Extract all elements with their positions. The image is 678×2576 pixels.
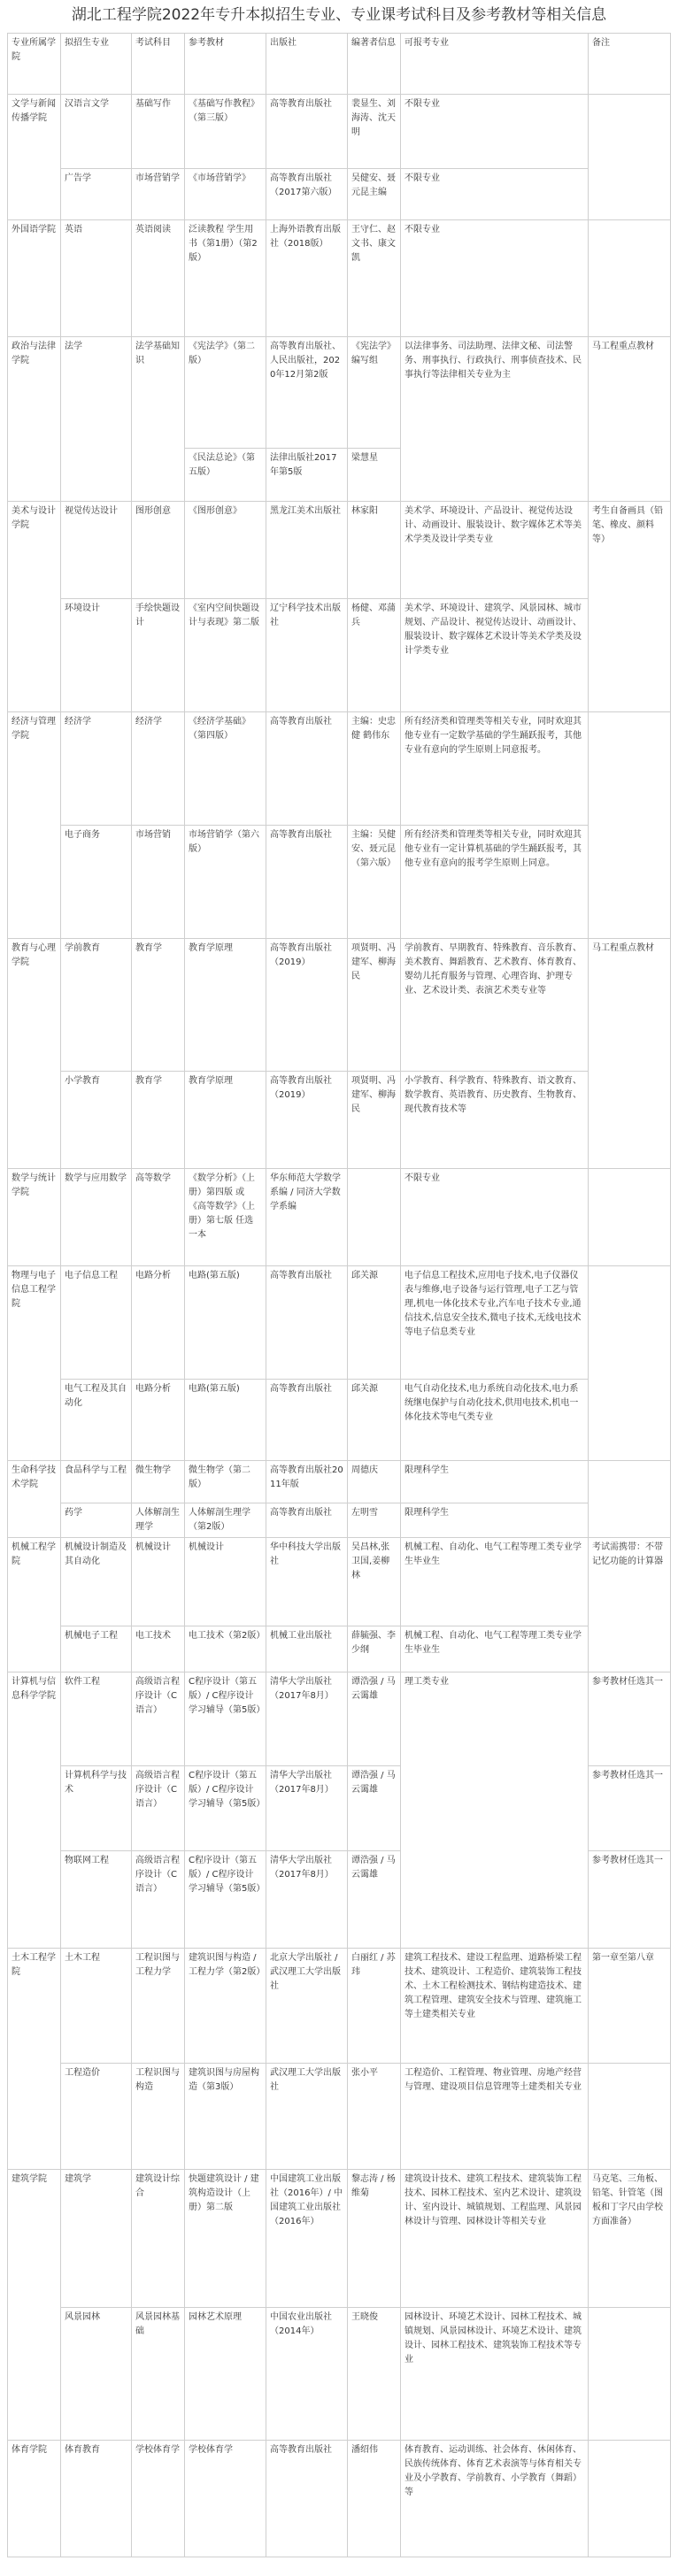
table-cell: 美术学、环境设计、建筑学、风景园林、城市规划、产品设计、视觉传达设计、动画设计、服装设计、数字媒体艺术设计等美术学类及设计学类专业 <box>401 599 589 712</box>
table-cell: 清华大学出版社（2017年8月） <box>266 1672 348 1766</box>
table-cell: 美术学、环境设计、产品设计、视觉传达设计、动画设计、服装设计、数字媒体艺术等美术学类及设计学类专业 <box>401 502 589 599</box>
table-cell: 参考教材任选其一 <box>589 1766 671 1851</box>
table-cell: 法学 <box>61 337 132 502</box>
table-cell: 机械电子工程 <box>61 1626 132 1672</box>
table-cell: 电子信息工程技术,应用电子技术,电子仪器仪表与维修,电子设备与运行管理,电子工艺与管理,机电一体化技术专业,汽车电子技术专业,通信技术,信息安全技术,微电子技术,无线电技术等电子信息类专业 <box>401 1266 589 1380</box>
table-cell: 梁慧星 <box>348 449 401 502</box>
table-cell: 数学与应用数学 <box>61 1169 132 1266</box>
table-cell: 高级语言程序设计（C语言） <box>132 1672 185 1766</box>
table-cell: 高等教育出版社 <box>266 1266 348 1380</box>
table-cell: 机械设计 <box>185 1538 266 1626</box>
table-cell: 华中科技大学出版社 <box>266 1538 348 1626</box>
table-cell: 环境设计 <box>61 599 132 712</box>
table-cell: 不限专业 <box>401 169 589 220</box>
table-cell: 电工技术 <box>132 1626 185 1672</box>
table-cell: 教育学原理 <box>185 939 266 1072</box>
table-cell: 裴显生、刘海涛、沈天明 <box>348 95 401 169</box>
table-cell: 电路(第五版) <box>185 1266 266 1380</box>
table-cell <box>589 2064 671 2170</box>
table-cell: 物理与电子信息工程学院 <box>8 1266 61 1461</box>
table-cell: 马工程重点教材 <box>589 939 671 1169</box>
table-cell: 机械工程学院 <box>8 1538 61 1672</box>
table-cell: 高等教育出版社 <box>266 1380 348 1461</box>
table-row <box>8 2064 671 2170</box>
table-cell: 高等教育出版社 <box>266 95 348 169</box>
table-cell: 教育学原理 <box>185 1072 266 1169</box>
table-cell: 不限专业 <box>401 1169 589 1266</box>
table-cell: 项贤明、冯建军、柳海民 <box>348 1072 401 1169</box>
table-cell: 基础写作 <box>132 95 185 169</box>
table-cell: 经济学 <box>61 712 132 826</box>
column-header: 出版社 <box>266 34 348 95</box>
table-cell: 学校体育学 <box>185 2441 266 2557</box>
table-cell: 《民法总论》（第五版） <box>185 449 266 502</box>
table-cell: 工程造价、工程管理、物业管理、房地产经营与管理、建设项目信息管理等土建类相关专业 <box>401 2064 589 2170</box>
table-cell: 黎志涛 / 杨维菊 <box>348 2170 401 2308</box>
table-cell <box>589 1266 671 1461</box>
table-cell: 英语 <box>61 220 132 337</box>
table-cell: 物联网工程 <box>61 1851 132 1949</box>
table-cell: 食品科学与工程 <box>61 1461 132 1503</box>
table-row <box>8 712 671 826</box>
table-cell <box>589 95 671 220</box>
table-cell: 教育与心理学院 <box>8 939 61 1169</box>
column-header: 可报考专业 <box>401 34 589 95</box>
table-cell: 高等教育出版社 <box>266 712 348 826</box>
table-cell: 工程识图与工程力学 <box>132 1949 185 2064</box>
table-cell: 高等教育出版社、人民出版社，2020年12月第2版 <box>266 337 348 449</box>
page-title: 湖北工程学院2022年专升本拟招生专业、专业课考试科目及参考教材等相关信息 <box>71 6 607 24</box>
table-row <box>8 1538 671 1626</box>
table-cell: 软件工程 <box>61 1672 132 1766</box>
table-cell: 限理科学生 <box>401 1461 589 1503</box>
table-cell: 电气自动化技术,电力系统自动化技术,电力系统继电保护与自动化技术,供用电技术,机电一体化技术等电气类专业 <box>401 1380 589 1461</box>
table-cell: 武汉理工大学出版社 <box>266 2064 348 2170</box>
table-cell: 图形创意 <box>132 502 185 599</box>
table-cell: 参考教材任选其一 <box>589 1851 671 1949</box>
table-cell: 机械工程、自动化、电气工程等理工类专业学生毕业生 <box>401 1538 589 1626</box>
table-row <box>8 95 671 169</box>
table-cell: 《市场营销学》 <box>185 169 266 220</box>
table-cell: 张小平 <box>348 2064 401 2170</box>
table-cell <box>589 1169 671 1266</box>
table-cell: 机械工业出版社 <box>266 1626 348 1672</box>
table-cell: 泛读教程 学生用书（第1册）（第2版） <box>185 220 266 337</box>
table-row <box>8 169 671 220</box>
table-cell: 邱关源 <box>348 1380 401 1461</box>
table-cell: 电工技术（第2版） <box>185 1626 266 1672</box>
table-cell: 人体解剖生理学 <box>132 1503 185 1538</box>
table-cell: 教育学 <box>132 939 185 1072</box>
table-row <box>8 2308 671 2441</box>
table-cell: 工程造价 <box>61 2064 132 2170</box>
table-cell: 考生自备画具（铅笔、橡皮、颜料等） <box>589 502 671 712</box>
table-cell: 政治与法律学院 <box>8 337 61 502</box>
table-cell: 计算机科学与技术 <box>61 1766 132 1851</box>
table-cell: 白丽红 / 苏玮 <box>348 1949 401 2064</box>
table-cell: 小学教育 <box>61 1072 132 1169</box>
table-row <box>8 1949 671 2064</box>
table-cell <box>589 1461 671 1538</box>
table-cell: 王守仁、赵文书、康文凯 <box>348 220 401 337</box>
table-row <box>8 1169 671 1266</box>
table-cell: 经济与管理学院 <box>8 712 61 939</box>
table-cell: 潘绍伟 <box>348 2441 401 2557</box>
table-row <box>8 2170 671 2308</box>
table-cell: 马工程重点教材 <box>589 337 671 502</box>
table-cell: 高等教育出版社2011年版 <box>266 1461 348 1503</box>
table-cell: 高等教育出版社（2019） <box>266 939 348 1072</box>
table-cell: 人体解剖生理学（第2版） <box>185 1503 266 1538</box>
table-cell: 参考教材任选其一 <box>589 1672 671 1766</box>
table-cell: 体育教育、运动训练、社会体育、休闲体育、民族传统体育、体育艺术表演等与体育相关专业及小学教育、学前教育、小学教育（舞蹈）等 <box>401 2441 589 2557</box>
table-cell <box>348 1169 401 1266</box>
table-cell: 中国建筑工业出版社（2016年）/ 中国建筑工业出版社（2016年） <box>266 2170 348 2308</box>
table-cell: 计算机与信息科学学院 <box>8 1672 61 1949</box>
table-row <box>8 1380 671 1461</box>
table-cell: 经济学 <box>132 712 185 826</box>
table-cell: 机械设计 <box>132 1538 185 1626</box>
table-cell: 第一章至第八章 <box>589 1949 671 2064</box>
table-row <box>8 1503 671 1538</box>
table-cell: 不限专业 <box>401 220 589 337</box>
table-cell: 所有经济类和管理类等相关专业，同时欢迎其他专业有一定数学基础的学生踊跃报考，其他专业有意向的学生原则上同意报考。 <box>401 712 589 826</box>
table-cell: 法律出版社2017年第5版 <box>266 449 348 502</box>
table-cell: 市场营销学 <box>132 169 185 220</box>
table-cell: 上海外语教育出版社（2018版） <box>266 220 348 337</box>
column-header: 专业所属学院 <box>8 34 61 95</box>
table-cell: 英语阅读 <box>132 220 185 337</box>
column-header: 编著者信息 <box>348 34 401 95</box>
table-cell: 中国农业出版社（2014年） <box>266 2308 348 2441</box>
table-cell: 《宪法学》编写组 <box>348 337 401 449</box>
table-cell: 建筑学 <box>61 2170 132 2308</box>
table-cell: 周德庆 <box>348 1461 401 1503</box>
table-row <box>8 939 671 1072</box>
table-cell: 《基础写作教程》（第三版） <box>185 95 266 169</box>
table-cell: 左明雪 <box>348 1503 401 1538</box>
table-cell: 园林艺术原理 <box>185 2308 266 2441</box>
table-cell: 高等教育出版社（2017第六版） <box>266 169 348 220</box>
table-row <box>8 826 671 939</box>
table-cell: 手绘快题设计 <box>132 599 185 712</box>
table-cell: 谭浩强 / 马云霭雄 <box>348 1851 401 1949</box>
table-cell: 市场营销 <box>132 826 185 939</box>
table-cell: 《经济学基础》（第四版） <box>185 712 266 826</box>
table-cell: 学校体育学 <box>132 2441 185 2557</box>
table-cell: 电子商务 <box>61 826 132 939</box>
table-cell: 电子信息工程 <box>61 1266 132 1380</box>
table-cell: 谭浩强 / 马云霭雄 <box>348 1672 401 1766</box>
table-cell: 体育教育 <box>61 2441 132 2557</box>
table-cell: 小学教育、科学教育、特殊教育、语文教育、数学教育、英语教育、历史教育、生物教育、现代教育技术等 <box>401 1072 589 1169</box>
table-cell: 建筑识图与构造 / 工程力学（第2版） <box>185 1949 266 2064</box>
table-cell: 邱关源 <box>348 1266 401 1380</box>
table-cell: 体育学院 <box>8 2441 61 2557</box>
table-cell: 清华大学出版社（2017年8月） <box>266 1766 348 1851</box>
table-cell: 土木工程 <box>61 1949 132 2064</box>
table-cell: 美术与设计学院 <box>8 502 61 712</box>
table-row <box>8 599 671 712</box>
column-header: 拟招生专业 <box>61 34 132 95</box>
table-cell: 机械工程、自动化、电气工程等理工类专业学生毕业生 <box>401 1626 589 1672</box>
table-cell: 建筑学院 <box>8 2170 61 2441</box>
table-cell: 《数学分析》（上册）第四版 或《高等数学》（上册）第七版 任选一本 <box>185 1169 266 1266</box>
table-cell: 快题建筑设计 / 建筑构造设计（上册）第二版 <box>185 2170 266 2308</box>
table-header-row <box>8 34 671 95</box>
table-cell: 教育学 <box>132 1072 185 1169</box>
table-cell: 《宪法学》（第二版） <box>185 337 266 449</box>
table-cell: 电路分析 <box>132 1266 185 1380</box>
table-row <box>8 1672 671 1766</box>
table-row <box>8 337 671 449</box>
table-cell: 工程识图与构造 <box>132 2064 185 2170</box>
table-cell: 吴健安、聂元昆主编 <box>348 169 401 220</box>
table-cell: 马克笔、三角板、铅笔、针管笔（图板和丁字尺由学校方面准备） <box>589 2170 671 2308</box>
table-cell: 林家阳 <box>348 502 401 599</box>
table-cell: 王晓俊 <box>348 2308 401 2441</box>
table-cell: 黑龙江美术出版社 <box>266 502 348 599</box>
table-cell: 高等教育出版社 <box>266 826 348 939</box>
table-cell: 考试需携带：不带记忆功能的计算器 <box>589 1538 671 1672</box>
table-cell: 主编：吴健安、聂元昆（第六版） <box>348 826 401 939</box>
table-cell: 电路分析 <box>132 1380 185 1461</box>
table-row <box>8 2441 671 2557</box>
table-cell: 清华大学出版社（2017年8月） <box>266 1851 348 1949</box>
table-cell: 高等教育出版社（2019） <box>266 1072 348 1169</box>
table-cell: 主编：史忠健 鹤伟东 <box>348 712 401 826</box>
table-cell: 学前教育、早期教育、特殊教育、音乐教育、美术教育、舞蹈教育、艺术教育、体育教育、婴幼儿托育服务与管理、心理咨询、护理专业、艺术设计类、表演艺术类专业等 <box>401 939 589 1072</box>
table-cell: 学前教育 <box>61 939 132 1072</box>
table-cell: 项贤明、冯建军、柳海民 <box>348 939 401 1072</box>
table-cell: 以法律事务、司法助理、法律文秘、司法警务、刑事执行、行政执行、刑事侦查技术、民事执行等法律相关专业为主 <box>401 337 589 502</box>
table-cell: 高等数学 <box>132 1169 185 1266</box>
table-cell: 辽宁科学技术出版社 <box>266 599 348 712</box>
table-row <box>8 1626 671 1672</box>
table-cell: 机械设计制造及其自动化 <box>61 1538 132 1626</box>
table-cell: 园林设计、环境艺术设计、园林工程技术、城镇规划、风景园林设计、环境艺术设计、建筑设计、园林工程技术、建筑装饰工程技术等专业 <box>401 2308 589 2441</box>
table-cell: 市场营销学（第六版） <box>185 826 266 939</box>
table-cell: 《室内空间快题设计与表现》第二版 <box>185 599 266 712</box>
table-cell: 谭浩强 / 马云霭雄 <box>348 1766 401 1851</box>
table-row <box>8 1461 671 1503</box>
table-cell <box>589 220 671 337</box>
table-row <box>8 502 671 599</box>
table-cell: 文学与新闻传播学院 <box>8 95 61 220</box>
table-cell: 建筑设计综合 <box>132 2170 185 2308</box>
column-header: 参考教材 <box>185 34 266 95</box>
table-cell: 广告学 <box>61 169 132 220</box>
table-cell: 高级语言程序设计（C语言） <box>132 1766 185 1851</box>
column-header: 考试科目 <box>132 34 185 95</box>
table-cell <box>589 2308 671 2441</box>
table-cell: 法学基础知识 <box>132 337 185 502</box>
table-cell: 药学 <box>61 1503 132 1538</box>
column-header: 备注 <box>589 34 671 95</box>
table-cell: 微生物学 <box>132 1461 185 1503</box>
table-cell: 生命科学技术学院 <box>8 1461 61 1538</box>
table-cell: 风景园林基础 <box>132 2308 185 2441</box>
table-cell <box>589 712 671 939</box>
table-cell: 风景园林 <box>61 2308 132 2441</box>
table-cell: C程序设计（第五版）/ C程序设计学习辅导（第5版） <box>185 1851 266 1949</box>
table-cell: 吴昌林,张卫国,姜柳林 <box>348 1538 401 1626</box>
table-cell: 建筑设计技术、建筑工程技术、建筑装饰工程技术、园林工程技术、室内艺术设计、建筑设计、室内设计、城镇规划、工程监理、风景园林设计与管理、园林设计等相关专业 <box>401 2170 589 2308</box>
table-cell: 限理科学生 <box>401 1503 589 1538</box>
table-row <box>8 220 671 337</box>
table-cell: 所有经济类和管理类等相关专业，同时欢迎其他专业有一定计算机基础的学生踊跃报考，其他专业有意向的报考学生原则上同意。 <box>401 826 589 939</box>
table-cell: 高等教育出版社 <box>266 2441 348 2557</box>
table-cell: 不限专业 <box>401 95 589 169</box>
table-cell: 电路(第五版) <box>185 1380 266 1461</box>
table-cell: 电气工程及其自动化 <box>61 1380 132 1461</box>
table-row <box>8 1266 671 1380</box>
table-cell: 建筑工程技术、建设工程监理、道路桥梁工程技术、建筑设计、工程造价、建筑装饰工程技术、土木工程检测技术、钢结构建造技术、建筑工程管理、建筑安全技术与管理、建筑施工等土建类相关专业 <box>401 1949 589 2064</box>
table-cell: 微生物学（第二版） <box>185 1461 266 1503</box>
table-cell: 高等教育出版社 <box>266 1503 348 1538</box>
table-cell: 外国语学院 <box>8 220 61 337</box>
table-cell: 高级语言程序设计（C语言） <box>132 1851 185 1949</box>
table-row <box>8 1072 671 1169</box>
table-cell: 建筑识图与房屋构造（第3版） <box>185 2064 266 2170</box>
table-cell: 杨健、邓蒲兵 <box>348 599 401 712</box>
table-cell: C程序设计（第五版）/ C程序设计学习辅导（第5版） <box>185 1672 266 1766</box>
table-cell: 汉语言文学 <box>61 95 132 169</box>
table-cell: 北京大学出版社 / 武汉理工大学出版社 <box>266 1949 348 2064</box>
table-cell: 理工类专业 <box>401 1672 589 1949</box>
info-table <box>7 33 671 2557</box>
table-cell: 《图形创意》 <box>185 502 266 599</box>
table-cell: 华东师范大学数学系编 / 同济大学数学系编 <box>266 1169 348 1266</box>
table-cell: 土木工程学院 <box>8 1949 61 2170</box>
table-cell: 视觉传达设计 <box>61 502 132 599</box>
table-cell <box>589 2441 671 2557</box>
table-cell: 薛毓强、李少纲 <box>348 1626 401 1672</box>
table-cell: 数学与统计学院 <box>8 1169 61 1266</box>
table-cell: C程序设计（第五版）/ C程序设计学习辅导（第5版） <box>185 1766 266 1851</box>
